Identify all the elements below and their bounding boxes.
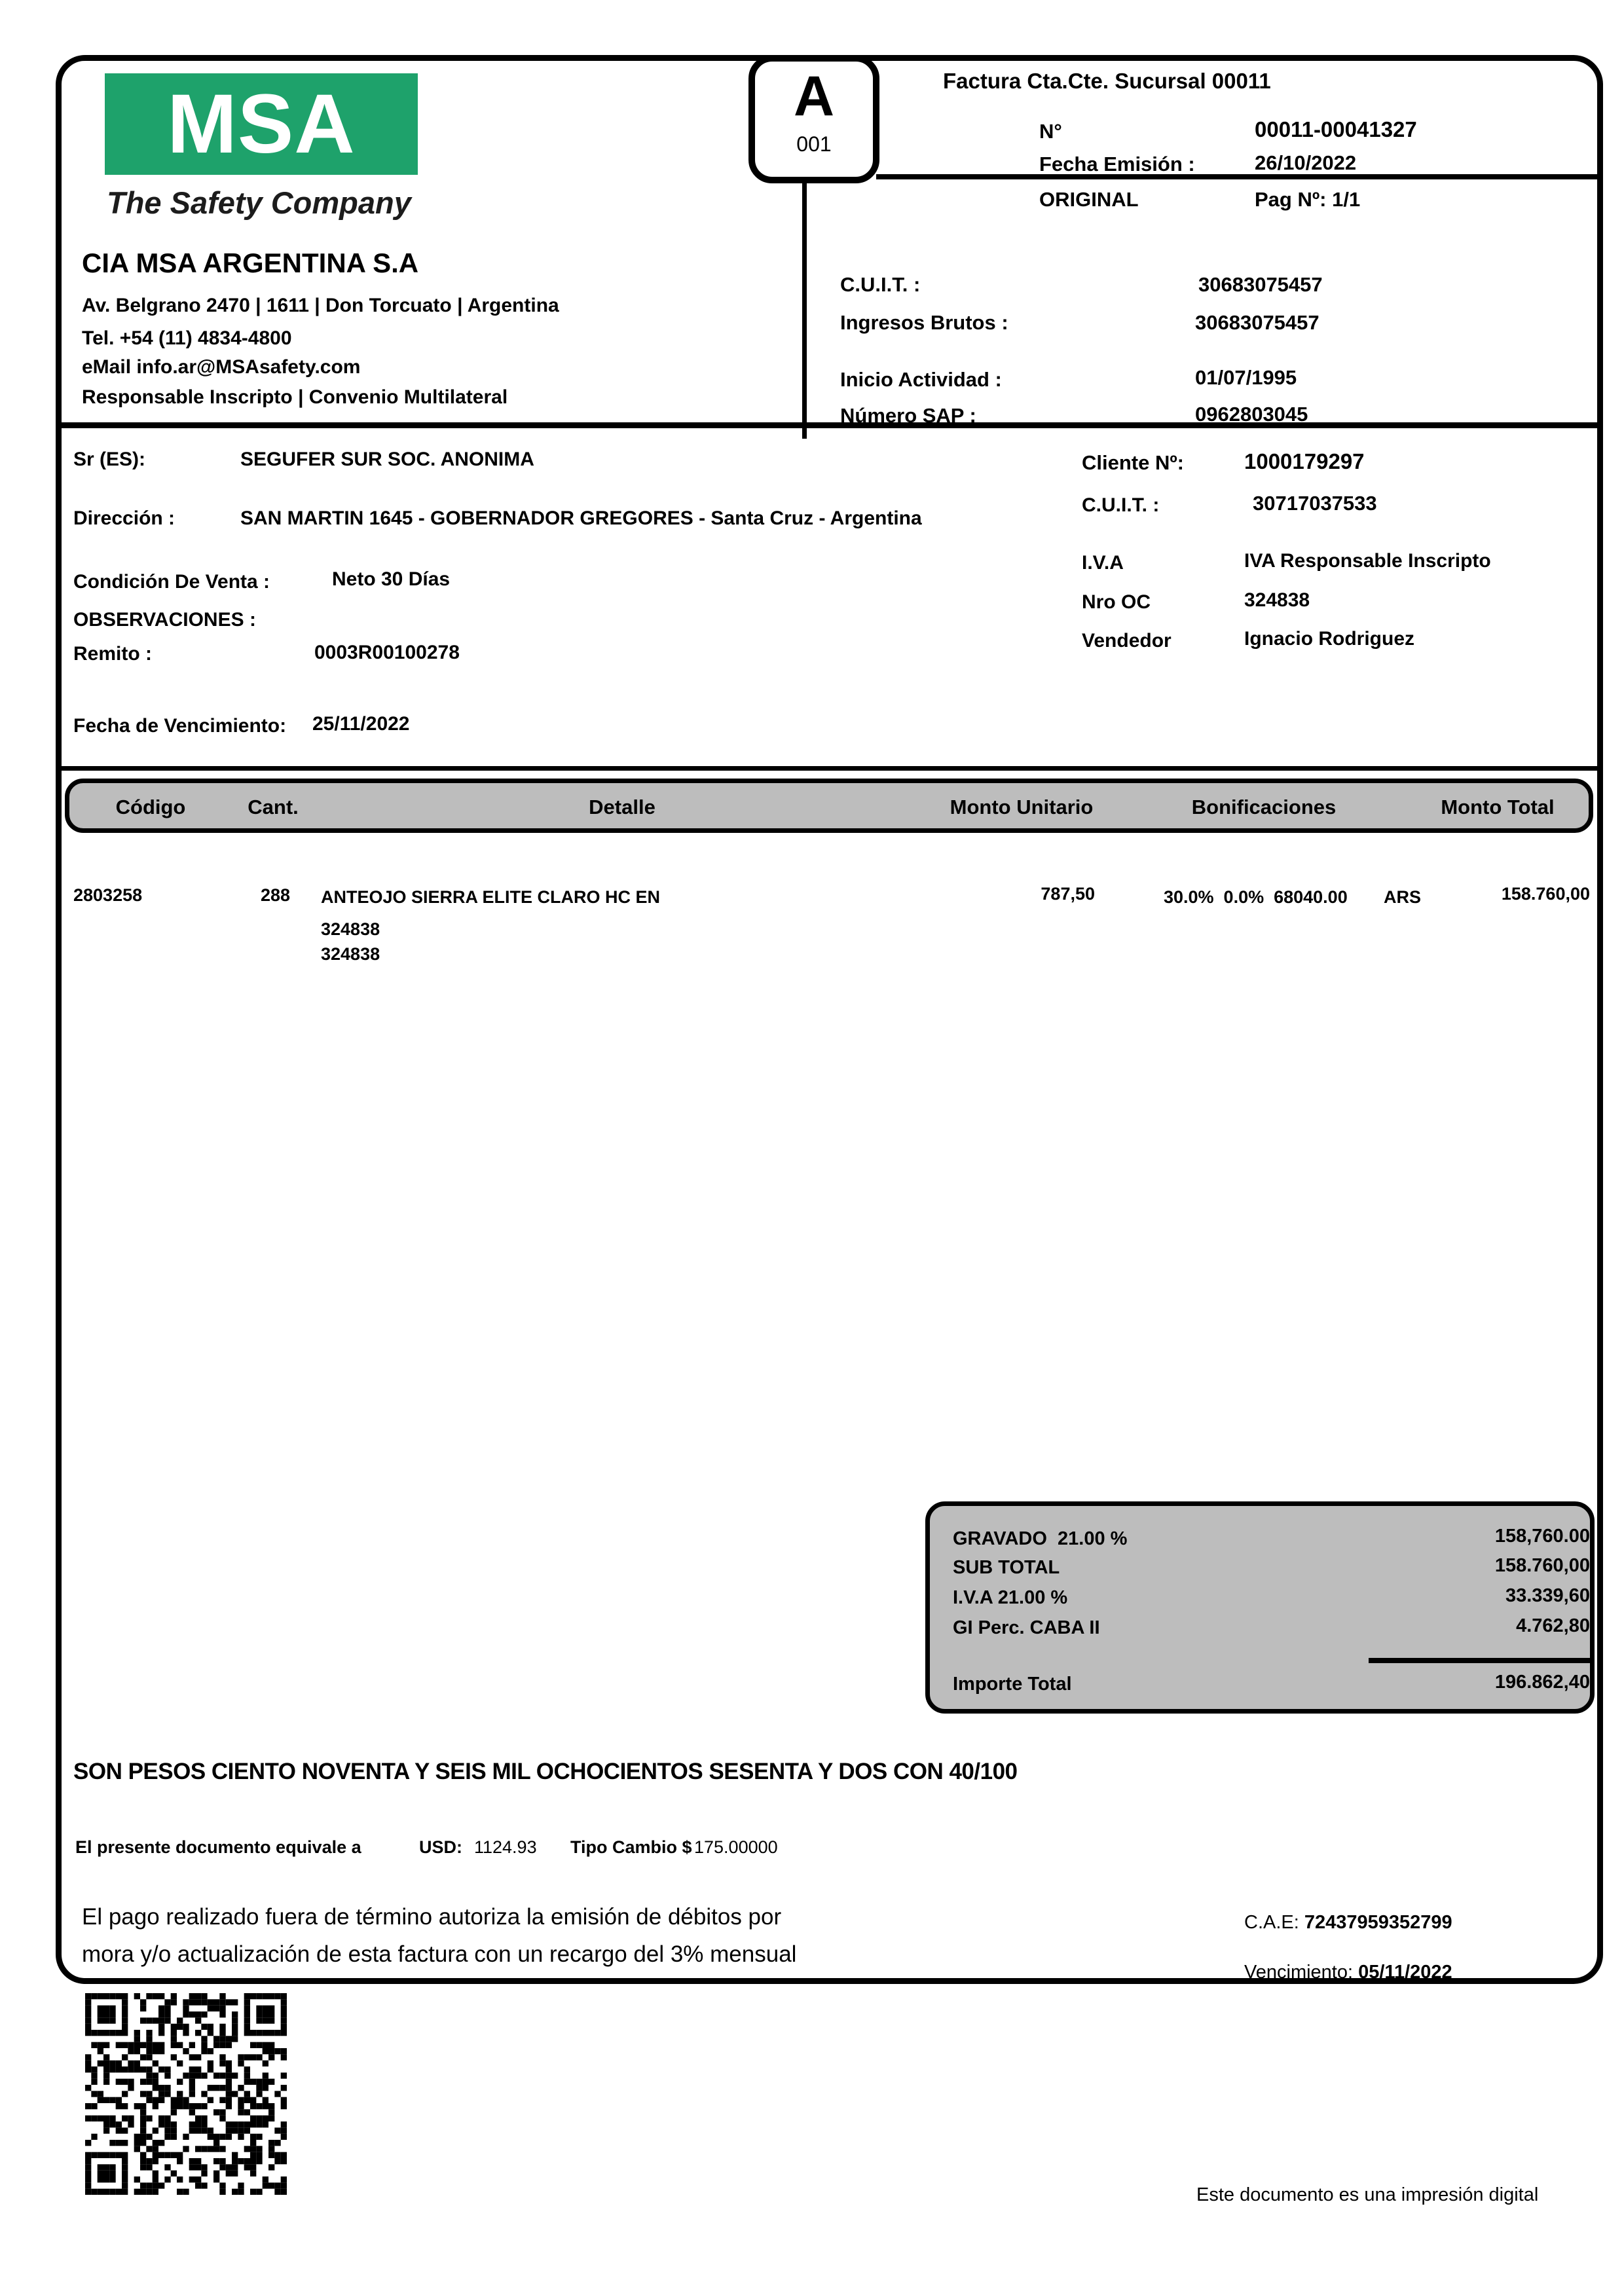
invoice-number: 00011-00041327 (1255, 117, 1417, 141)
client-cuit-label: C.U.I.T. : (1082, 494, 1160, 516)
remito-number: 0003R00100278 (314, 642, 460, 663)
customer-address-label: Dirección : (73, 507, 175, 529)
item-detail-line3: 324838 (321, 944, 380, 964)
client-number: 1000179297 (1244, 449, 1365, 473)
header-vertical-divider (802, 181, 807, 424)
customer-sr-label: Sr (ES): (73, 449, 146, 470)
totals-row-value: 158,760.00 (1494, 1526, 1590, 1547)
payment-terms-line2: mora y/o actualización de esta factura con un recargo del 3% mensual (82, 1941, 797, 1967)
qr-code (85, 1993, 287, 2195)
payment-terms-line1: El pago realizado fuera de término autoriza la emisión de débitos por (82, 1904, 782, 1930)
equivalence-usd-label: USD: (419, 1837, 462, 1857)
fiscal-cuit-value: 30683075457 (1198, 273, 1323, 296)
cae-due-label: Vencimiento: (1244, 1962, 1359, 1983)
company-phone: Tel. +54 (11) 4834-4800 (82, 327, 292, 349)
company-name: CIA MSA ARGENTINA S.A (82, 248, 419, 278)
invoice-box-bottom-line (876, 174, 1598, 179)
totals-row-value: 158.760,00 (1494, 1555, 1590, 1576)
equivalence-rate-value: 175.00000 (694, 1837, 778, 1857)
cae-label: C.A.E: (1244, 1912, 1304, 1933)
divider-stub (802, 428, 807, 439)
msa-logo-tagline: The Safety Company (107, 185, 411, 220)
equivalence-rate-label: Tipo Cambio $ (570, 1837, 692, 1857)
item-detail: ANTEOJO SIERRA ELITE CLARO HC EN (321, 887, 661, 907)
client-number-label: Cliente Nº: (1082, 451, 1184, 474)
invoice-type-code: 001 (796, 132, 832, 156)
vendor-label: Vendedor (1082, 630, 1172, 652)
amount-in-words: SON PESOS CIENTO NOVENTA Y SEIS MIL OCHOCIENTOS SESENTA Y DOS CON 40/100 (73, 1759, 1018, 1784)
due-date-label: Fecha de Vencimiento: (73, 715, 287, 737)
totals-rule (1369, 1658, 1591, 1663)
totals-row-value: 4.762,80 (1516, 1615, 1590, 1636)
item-qty: 288 (261, 885, 291, 905)
company-address: Av. Belgrano 2470 | 1611 | Don Torcuato | Argentina (82, 295, 559, 316)
company-email: eMail info.ar@MSAsafety.com (82, 356, 361, 378)
col-header-detail: Detalle (589, 796, 655, 818)
totals-row-label: SUB TOTAL (953, 1557, 1060, 1578)
col-header-bonus: Bonificaciones (1191, 796, 1337, 818)
totals-row-value: 33.339,60 (1505, 1585, 1590, 1606)
vendor-name: Ignacio Rodriguez (1244, 628, 1415, 650)
sale-condition-label: Condición De Venta : (73, 571, 270, 593)
fiscal-activity-label: Inicio Actividad : (840, 368, 1002, 391)
fiscal-activity-value: 01/07/1995 (1195, 366, 1297, 389)
remito-label: Remito : (73, 643, 152, 665)
client-iva: IVA Responsable Inscripto (1244, 550, 1491, 572)
item-detail-line2: 324838 (321, 919, 380, 939)
msa-logo (105, 73, 418, 175)
cae-due-line (1244, 1962, 1452, 1983)
fiscal-iibb-label: Ingresos Brutos : (840, 311, 1008, 334)
invoice-type-letter: A (793, 65, 835, 128)
msa-logo-text: MSA (167, 77, 356, 171)
col-header-code: Código (115, 796, 186, 818)
item-total: 158.760,00 (1501, 884, 1590, 904)
grand-total-value: 196.862,40 (1494, 1672, 1590, 1693)
cae-value: 72437959352799 (1304, 1912, 1452, 1933)
item-currency: ARS (1384, 887, 1422, 907)
client-oc: 324838 (1244, 589, 1310, 611)
item-code: 2803258 (73, 885, 143, 905)
equivalence-prefix: El presente documento equivale a (75, 1837, 361, 1857)
customer-name: SEGUFER SUR SOC. ANONIMA (240, 449, 534, 470)
fiscal-cuit-label: C.U.I.T. : (840, 273, 921, 296)
totals-row-label: I.V.A 21.00 % (953, 1587, 1068, 1608)
invoice-type-box (748, 55, 879, 183)
invoice-number-label: N° (1039, 120, 1062, 143)
invoice-title: Factura Cta.Cte. Sucursal 00011 (943, 69, 1271, 93)
cae-due-value: 05/11/2022 (1358, 1962, 1452, 1983)
observations-label: OBSERVACIONES : (73, 609, 256, 631)
client-oc-label: Nro OC (1082, 591, 1151, 613)
issue-date-label: Fecha Emisión : (1039, 153, 1195, 175)
customer-address: SAN MARTIN 1645 - GOBERNADOR GREGORES - Santa Cruz - Argentina (240, 507, 922, 529)
header-divider-line (56, 422, 1603, 428)
totals-row-label: GRAVADO 21.00 % (953, 1528, 1128, 1549)
fiscal-sap-label: Número SAP : (840, 404, 976, 427)
fiscal-iibb-value: 30683075457 (1195, 311, 1320, 334)
fiscal-sap-value: 0962803045 (1195, 403, 1308, 426)
col-header-unit: Monto Unitario (950, 796, 1094, 818)
grand-total-label: Importe Total (953, 1674, 1072, 1695)
original-label: ORIGINAL (1039, 188, 1139, 211)
page-number: Pag Nº: 1/1 (1255, 188, 1361, 211)
issue-date: 26/10/2022 (1255, 151, 1357, 174)
col-header-qty: Cant. (248, 796, 299, 818)
footer-note: Este documento es una impresión digital (1196, 2184, 1539, 2205)
table-top-line (56, 766, 1603, 771)
item-unit-price: 787,50 (1041, 884, 1095, 904)
totals-row-label: GI Perc. CABA II (953, 1617, 1100, 1638)
col-header-total: Monto Total (1441, 796, 1555, 818)
due-date: 25/11/2022 (312, 713, 410, 735)
client-cuit: 30717037533 (1253, 492, 1377, 515)
company-tax-status: Responsable Inscripto | Convenio Multilateral (82, 386, 508, 408)
cae-line (1244, 1912, 1452, 1933)
equivalence-usd-value: 1124.93 (474, 1837, 537, 1857)
item-bonuses: 30.0% 0.0% 68040.00 (1164, 887, 1348, 907)
client-iva-label: I.V.A (1082, 552, 1124, 574)
sale-condition: Neto 30 Días (332, 568, 451, 590)
